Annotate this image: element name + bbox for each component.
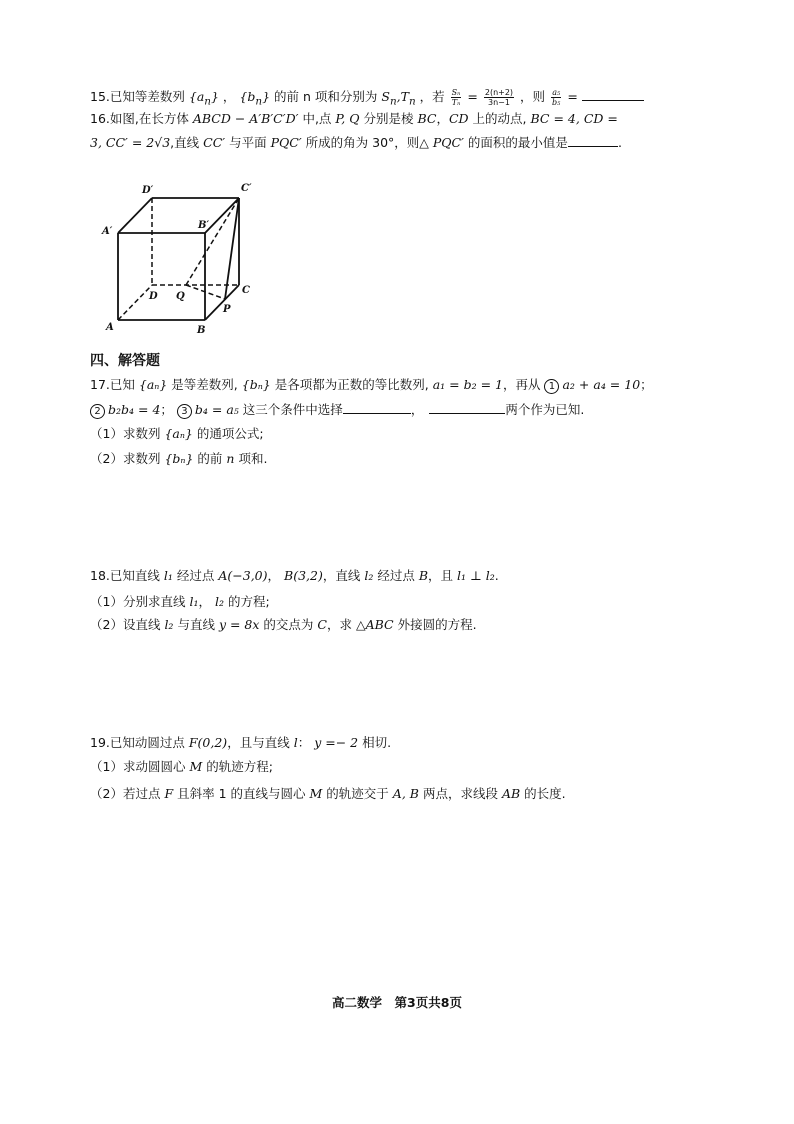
label-b: B (197, 325, 206, 336)
cuboid-figure (100, 178, 270, 338)
edge-c1-p (225, 198, 239, 299)
q15-seq-b: $\{b_n\}$ (239, 89, 271, 108)
label-c: C (242, 285, 250, 296)
q16-solid-name: ABCD − A′B′C′D′ (192, 111, 299, 126)
q15-mid-text: 的前 n 项和分别为 (274, 89, 378, 104)
question-17-part2: （2）求数列 {bₙ} 的前 n 项和. (90, 451, 268, 466)
condition-3-marker: 3 (177, 404, 192, 419)
edge-b-c (205, 285, 239, 320)
question-17-line2: 2 b₂b₄ = 4； 3 b₄ = a₅ 这三个条件中选择 ， 两个作为已知. (90, 401, 584, 419)
section-title-answers: 四、解答题 (90, 353, 160, 369)
label-p: P (223, 304, 231, 315)
page-footer: 高二数学 第3页共8页 (332, 995, 462, 1010)
q16-answer-blank[interactable] (568, 134, 618, 147)
question-19-part1: （1）求动圆圆心 M 的轨迹方程; (90, 759, 273, 774)
q15-seq-a: $\{a_n\}$ (188, 89, 219, 108)
condition-2-marker: 2 (90, 404, 105, 419)
question-17-part1: （1）求数列 {aₙ} 的通项公式; (90, 426, 264, 441)
question-17-line1: 17.已知 {aₙ} 是等差数列, {bₙ} 是各项都为正数的等比数列, a₁ = b₂ = 1，再从 1 a₂ + a₄ = 10； (90, 377, 653, 392)
question-19-line1: 19.已知动圆过点 F(0,2)，且与直线 l： y =− 2 相切. (90, 735, 392, 750)
label-d: D (149, 291, 158, 302)
question-19-part2: （2）若过点 F 且斜率 1 的直线与圆心 M 的轨迹交于 A, B 两点，求线段 AB 的长度. (90, 786, 566, 801)
q15-frac-ask: $\frac{\text{a₅}}{\text{b₅}}$ (552, 88, 561, 107)
condition-1-marker: 1 (544, 379, 559, 394)
label-q: Q (176, 291, 185, 302)
q15-answer-blank[interactable] (582, 88, 644, 101)
label-a: A (106, 322, 114, 333)
label-d1: D′ (142, 185, 154, 196)
label-b1: B′ (198, 220, 210, 231)
question-16-line2: 3, CC′ = 2√3,直线 CC′ 与平面 PQC′ 所成的角为 30°，则△ PQC′ 的面积的最小值是 . (90, 135, 622, 150)
hidden-edge-q-c1 (186, 198, 239, 285)
label-a1: A′ (102, 226, 113, 237)
q15-frac-right: $\frac{2(n+2)}{3n-1}$ (484, 88, 514, 107)
question-18-part2: （2）设直线 l₂ 与直线 y = 8x 的交点为 C，求 △ABC 外接圆的方程. (90, 617, 477, 632)
q17-choice-blank-1[interactable] (343, 401, 411, 414)
question-16-line1: 16.如图,在长方体 ABCD − A′B′C′D′ 中,点 P, Q 分别是棱 BC，CD 上的动点, BC = 4, CD = (90, 111, 618, 126)
label-c1: C′ (241, 183, 252, 194)
question-18-part1: （1）分别求直线 l₁， l₂ 的方程; (90, 594, 270, 609)
edge-b1-c1 (205, 198, 239, 233)
question-15: 15.已知等差数列 $\{a_n\}$ ， $\{b_n\}$ 的前 n 项和分别为 $S_n,T_n$ ，若 $\frac{\text{Sₙ}}{\text{Tₙ}}$ = $\frac{2(n+2)}{3n-1}$ ，则 $\frac{\text{a₅}}{\text{b₅}}$ = (90, 88, 644, 110)
q15-text: 15.已知等差数列 (90, 89, 185, 104)
question-18-line1: 18.已知直线 l₁ 经过点 A(−3,0)， B(3,2)，直线 l₂ 经过点 B，且 l₁ ⊥ l₂. (90, 568, 499, 583)
hidden-edge-a-d (118, 285, 152, 320)
q17-choice-blank-2[interactable] (429, 401, 505, 414)
q15-sums: $S_n,T_n$ (381, 89, 416, 108)
edge-a1-d1 (118, 198, 152, 233)
q15-frac-left: $\frac{\text{Sₙ}}{\text{Tₙ}}$ (451, 88, 461, 107)
